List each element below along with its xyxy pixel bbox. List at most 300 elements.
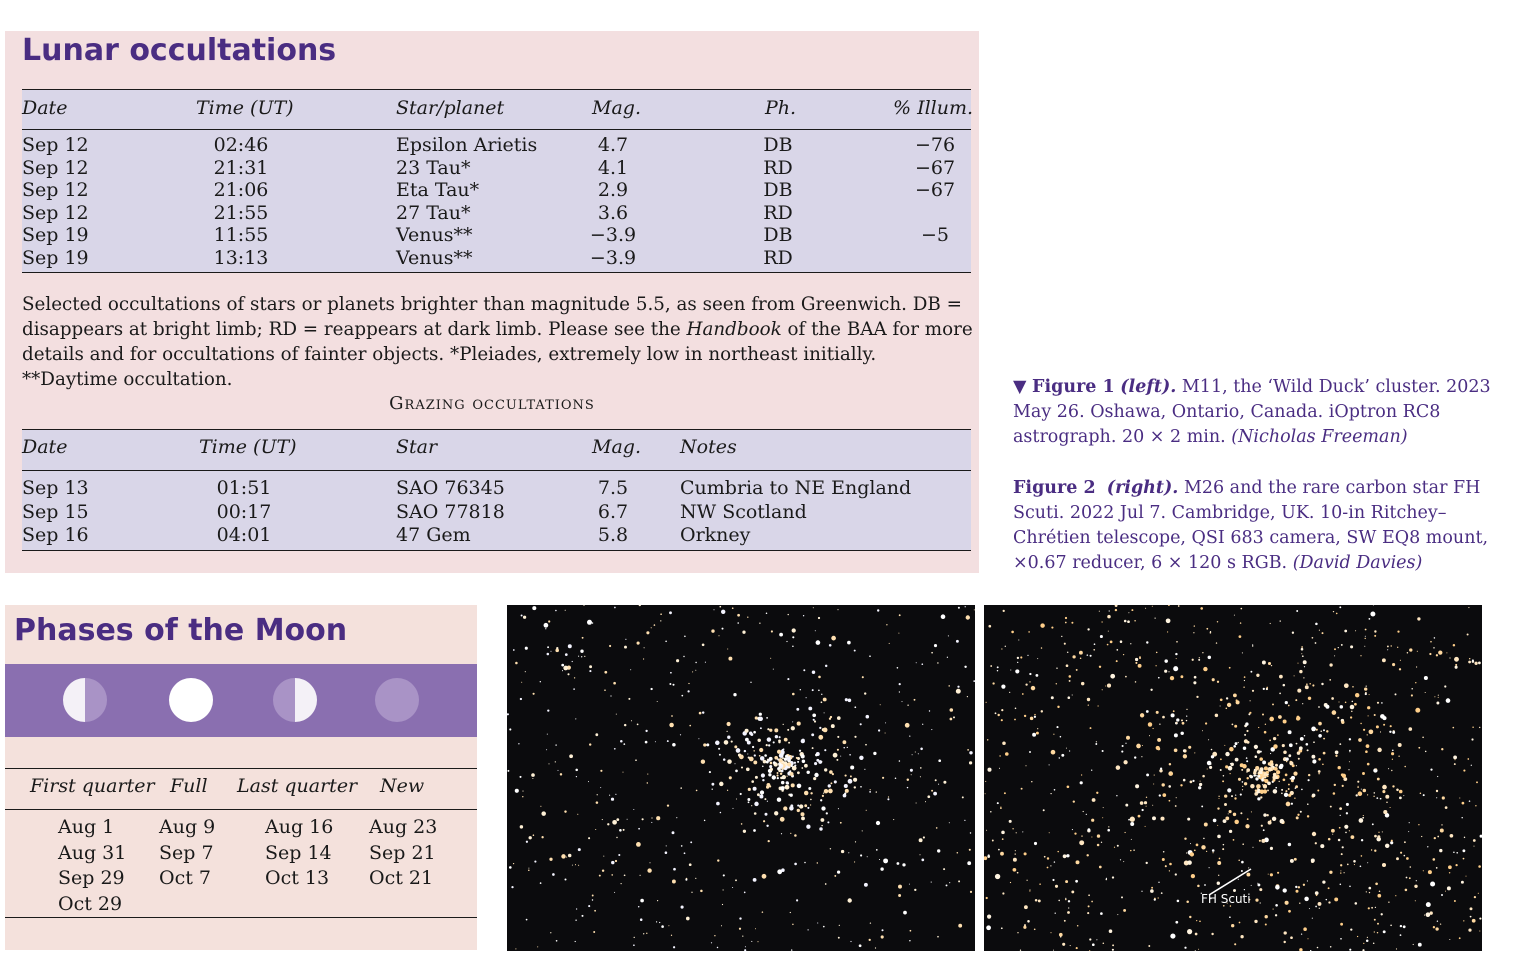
grazing-title: Grazing occultations — [389, 393, 595, 414]
star — [1453, 644, 1455, 646]
star — [1400, 934, 1402, 936]
star — [522, 791, 523, 792]
star — [909, 940, 910, 941]
occ-header-phase: Ph. — [765, 97, 797, 119]
star — [588, 837, 590, 839]
star — [790, 833, 791, 834]
occ-cell: −5 — [920, 224, 950, 246]
star — [1375, 907, 1376, 908]
star — [768, 773, 771, 776]
last-quarter-moon-icon — [273, 678, 317, 722]
star — [862, 676, 864, 678]
star — [727, 759, 732, 764]
star — [850, 775, 852, 777]
star — [1438, 695, 1439, 696]
star — [1373, 796, 1374, 797]
star — [778, 740, 781, 743]
star — [1382, 785, 1387, 790]
star — [746, 767, 750, 771]
star — [1261, 825, 1263, 827]
star — [655, 741, 656, 742]
star — [1252, 690, 1254, 692]
phase-date: Oct 7 — [159, 867, 211, 889]
star — [700, 890, 703, 893]
star — [636, 842, 641, 847]
star — [1391, 840, 1393, 842]
star — [1146, 641, 1148, 643]
star — [1220, 769, 1222, 771]
star — [1297, 663, 1298, 664]
star — [813, 607, 814, 608]
grazing-rule-bottom — [22, 550, 971, 551]
star — [1360, 655, 1361, 656]
star — [737, 614, 740, 617]
star — [515, 662, 518, 665]
star — [1116, 649, 1118, 651]
star — [1112, 876, 1114, 878]
star — [1072, 655, 1075, 658]
star — [1088, 894, 1090, 896]
star — [1396, 948, 1397, 949]
star — [1015, 853, 1016, 854]
star — [1436, 797, 1437, 798]
star — [712, 789, 713, 790]
star — [550, 651, 551, 652]
star — [766, 744, 768, 746]
phase-rule-top — [5, 768, 477, 769]
star — [1365, 692, 1367, 694]
star — [821, 701, 823, 703]
star — [1367, 862, 1368, 863]
star — [1323, 752, 1326, 755]
star — [767, 801, 768, 802]
star — [1434, 637, 1436, 639]
table-rule-bottom — [22, 272, 971, 273]
star — [815, 754, 818, 757]
star — [633, 809, 634, 810]
star — [1088, 905, 1090, 907]
star — [562, 670, 563, 671]
star — [1207, 761, 1211, 765]
star — [589, 665, 592, 668]
star — [938, 759, 941, 762]
star — [1239, 635, 1242, 638]
star — [837, 609, 838, 610]
star — [1346, 803, 1349, 806]
star — [1344, 683, 1349, 688]
star — [1350, 705, 1355, 710]
star — [964, 820, 965, 821]
star — [988, 854, 990, 856]
star — [1279, 675, 1283, 679]
star — [575, 941, 576, 942]
star — [763, 820, 765, 822]
star — [612, 820, 617, 825]
star — [759, 717, 763, 721]
star — [854, 650, 856, 652]
star — [812, 689, 814, 691]
star — [561, 664, 564, 667]
star — [931, 729, 932, 730]
star — [728, 657, 732, 661]
star — [1377, 932, 1378, 933]
star — [1388, 902, 1389, 903]
star — [1357, 781, 1359, 783]
star — [1415, 900, 1416, 901]
star — [550, 932, 551, 933]
occultations-title: Lunar occultations — [22, 33, 337, 68]
phase-date: Aug 23 — [369, 816, 438, 838]
occ-cell: 21:55 — [213, 201, 269, 224]
star — [929, 710, 930, 711]
star — [1015, 850, 1016, 851]
star — [1190, 852, 1194, 856]
star — [1369, 694, 1370, 695]
star — [1180, 784, 1182, 786]
star — [1201, 805, 1203, 807]
star — [745, 738, 749, 742]
star — [1309, 908, 1310, 909]
star — [1333, 611, 1334, 612]
star — [729, 776, 732, 779]
star — [1426, 902, 1431, 907]
star — [1184, 837, 1186, 839]
star — [1121, 751, 1123, 753]
star — [1261, 779, 1264, 782]
star — [1031, 781, 1032, 782]
star — [549, 858, 552, 861]
star — [1270, 760, 1273, 763]
star — [1183, 754, 1187, 758]
star — [766, 825, 768, 827]
star — [1117, 845, 1119, 847]
star — [1199, 920, 1201, 922]
star — [1231, 795, 1233, 797]
star — [1152, 816, 1156, 820]
star — [895, 777, 897, 779]
star — [1227, 703, 1231, 707]
star — [1471, 738, 1473, 740]
star — [947, 657, 948, 658]
star — [1171, 713, 1175, 717]
star — [1069, 675, 1072, 678]
star — [1397, 630, 1399, 632]
star — [1319, 908, 1320, 909]
star — [922, 724, 923, 725]
star — [619, 829, 622, 832]
star — [933, 792, 937, 796]
star — [1109, 610, 1110, 611]
star — [958, 924, 962, 928]
star — [1233, 839, 1235, 841]
star — [1133, 849, 1135, 851]
star — [1024, 852, 1027, 855]
star — [1376, 725, 1379, 728]
star — [1056, 667, 1057, 668]
star — [889, 643, 890, 644]
star — [1108, 631, 1109, 632]
star — [656, 816, 660, 820]
star — [1461, 881, 1464, 884]
star — [774, 811, 778, 815]
star — [1374, 630, 1376, 632]
star — [829, 644, 832, 647]
star — [876, 791, 877, 792]
star — [1429, 653, 1431, 655]
star — [1352, 686, 1354, 688]
star — [1281, 789, 1283, 791]
star — [777, 797, 781, 801]
star — [1107, 684, 1111, 688]
star — [1270, 847, 1273, 850]
star — [824, 749, 826, 751]
star — [790, 794, 793, 797]
star — [909, 884, 910, 885]
star — [1366, 939, 1369, 942]
star — [1479, 930, 1480, 931]
star — [1198, 659, 1200, 661]
star — [997, 666, 999, 668]
star — [1299, 948, 1302, 951]
star — [958, 880, 960, 882]
star — [1296, 765, 1297, 766]
star — [520, 825, 523, 828]
star — [1168, 785, 1171, 788]
star — [1285, 901, 1289, 905]
star — [1356, 794, 1358, 796]
star — [1446, 652, 1447, 653]
star — [950, 718, 953, 721]
star — [1468, 929, 1471, 932]
star — [853, 778, 857, 782]
star — [1109, 929, 1113, 933]
occ-cell: 11:55 — [213, 224, 269, 246]
star — [1377, 748, 1381, 752]
star — [1305, 743, 1308, 746]
star — [604, 671, 607, 674]
star — [684, 852, 686, 854]
star — [1288, 788, 1290, 790]
star — [791, 783, 795, 787]
star — [919, 838, 923, 842]
star — [810, 792, 812, 794]
star — [1317, 790, 1319, 792]
star — [794, 834, 797, 837]
star — [987, 915, 991, 919]
star — [1368, 618, 1370, 620]
star — [1268, 874, 1269, 875]
star — [1437, 776, 1438, 777]
star — [757, 941, 758, 942]
star — [1367, 937, 1368, 938]
star — [1233, 745, 1236, 748]
star — [1062, 943, 1065, 946]
star — [646, 933, 647, 934]
star — [1285, 774, 1288, 777]
star — [1329, 679, 1331, 681]
star — [780, 777, 783, 780]
star — [1176, 641, 1178, 643]
star — [1156, 746, 1160, 750]
star — [1071, 890, 1074, 893]
star — [1395, 895, 1396, 896]
star — [1235, 742, 1238, 745]
star — [880, 867, 883, 870]
star — [760, 756, 765, 761]
star — [1195, 950, 1196, 951]
star — [1028, 631, 1030, 633]
star — [1092, 798, 1096, 802]
star — [1367, 794, 1368, 795]
star — [1338, 701, 1339, 702]
occ-cell: 21:06 — [213, 179, 269, 201]
star — [1234, 797, 1236, 799]
star — [569, 754, 573, 758]
star — [610, 695, 611, 696]
star — [1280, 819, 1285, 824]
star — [1312, 759, 1316, 763]
star — [1454, 759, 1455, 760]
star — [1377, 894, 1381, 898]
occ-cell: 3.6 — [597, 201, 629, 224]
star — [1269, 740, 1271, 742]
star — [1035, 674, 1038, 677]
star — [1217, 807, 1219, 809]
star — [1321, 683, 1323, 685]
star — [1358, 738, 1362, 742]
star — [1049, 764, 1050, 765]
star — [520, 698, 522, 700]
star — [525, 671, 526, 672]
star — [607, 823, 609, 825]
star — [899, 683, 901, 685]
star — [616, 818, 619, 821]
star — [956, 640, 959, 643]
star — [1297, 751, 1301, 755]
star — [1449, 939, 1450, 940]
star — [855, 841, 856, 842]
star — [1318, 770, 1321, 773]
star — [1064, 920, 1066, 922]
star — [1130, 817, 1135, 822]
occultations-description: Selected occultations of stars or planets brighter than magnitude 5.5, as seen from Greenwich. DB = disappears at bright limb; RD = reappears at dark limb. Please see the Handbook of the BAA for more details and for occultations of fainter objects. *Pleiades, extremely low in northeast initially. **Daytime occultation. — [22, 294, 973, 390]
star — [948, 685, 950, 687]
star — [1358, 786, 1359, 787]
star — [1251, 885, 1252, 886]
star — [660, 613, 662, 615]
star — [1186, 715, 1187, 716]
star — [680, 787, 682, 789]
star — [556, 647, 558, 649]
star — [1307, 880, 1308, 881]
star — [804, 804, 807, 807]
star — [1273, 789, 1278, 794]
star — [997, 670, 998, 671]
star — [784, 738, 788, 742]
star — [777, 777, 779, 779]
star — [1236, 699, 1238, 701]
star — [1309, 683, 1311, 685]
occ-cell: 23 Tau* — [396, 156, 471, 179]
star — [1392, 749, 1394, 751]
star — [513, 863, 514, 864]
star — [1186, 852, 1187, 853]
star — [1295, 699, 1297, 701]
star — [1240, 935, 1243, 938]
star — [1076, 669, 1078, 671]
star — [1375, 768, 1377, 770]
star — [1230, 763, 1233, 766]
star — [1076, 947, 1078, 949]
occ-cell: −3.9 — [589, 246, 637, 269]
star — [1459, 937, 1461, 939]
star — [1203, 667, 1207, 671]
star — [1151, 887, 1153, 889]
star — [1217, 681, 1219, 683]
star — [704, 820, 706, 822]
star — [775, 735, 778, 738]
star — [847, 747, 848, 748]
star — [1379, 890, 1381, 892]
star — [790, 765, 792, 767]
star — [1454, 763, 1456, 765]
star — [719, 754, 721, 756]
phase-date: Aug 16 — [265, 816, 334, 838]
star — [735, 770, 738, 773]
star — [1066, 748, 1067, 749]
star — [1472, 659, 1474, 661]
star — [1012, 828, 1013, 829]
star — [1001, 684, 1005, 688]
star — [681, 695, 683, 697]
star — [1130, 822, 1134, 826]
star — [1176, 722, 1178, 724]
star — [837, 736, 839, 738]
star — [1307, 749, 1309, 751]
star — [768, 840, 770, 842]
star — [1341, 853, 1343, 855]
star — [1270, 753, 1271, 754]
star — [1271, 665, 1272, 666]
star — [1291, 776, 1295, 780]
star — [965, 606, 966, 607]
star — [1374, 919, 1376, 921]
star — [818, 760, 822, 764]
star — [1297, 689, 1301, 693]
star — [1000, 852, 1004, 856]
phase-date: Sep 21 — [369, 841, 436, 864]
star — [1096, 741, 1097, 742]
star — [1136, 744, 1141, 749]
star — [1110, 674, 1115, 679]
star — [672, 684, 674, 686]
star — [1089, 950, 1090, 951]
star — [920, 767, 922, 769]
star — [860, 854, 862, 856]
star — [1367, 763, 1370, 766]
star — [1199, 657, 1200, 658]
star — [748, 788, 751, 791]
star — [1260, 902, 1261, 903]
star — [1150, 689, 1152, 691]
star — [1059, 933, 1063, 937]
star — [938, 784, 939, 785]
star — [582, 637, 584, 639]
star — [1385, 795, 1389, 799]
star — [1211, 755, 1214, 758]
star — [1135, 658, 1138, 661]
star — [1205, 722, 1207, 724]
